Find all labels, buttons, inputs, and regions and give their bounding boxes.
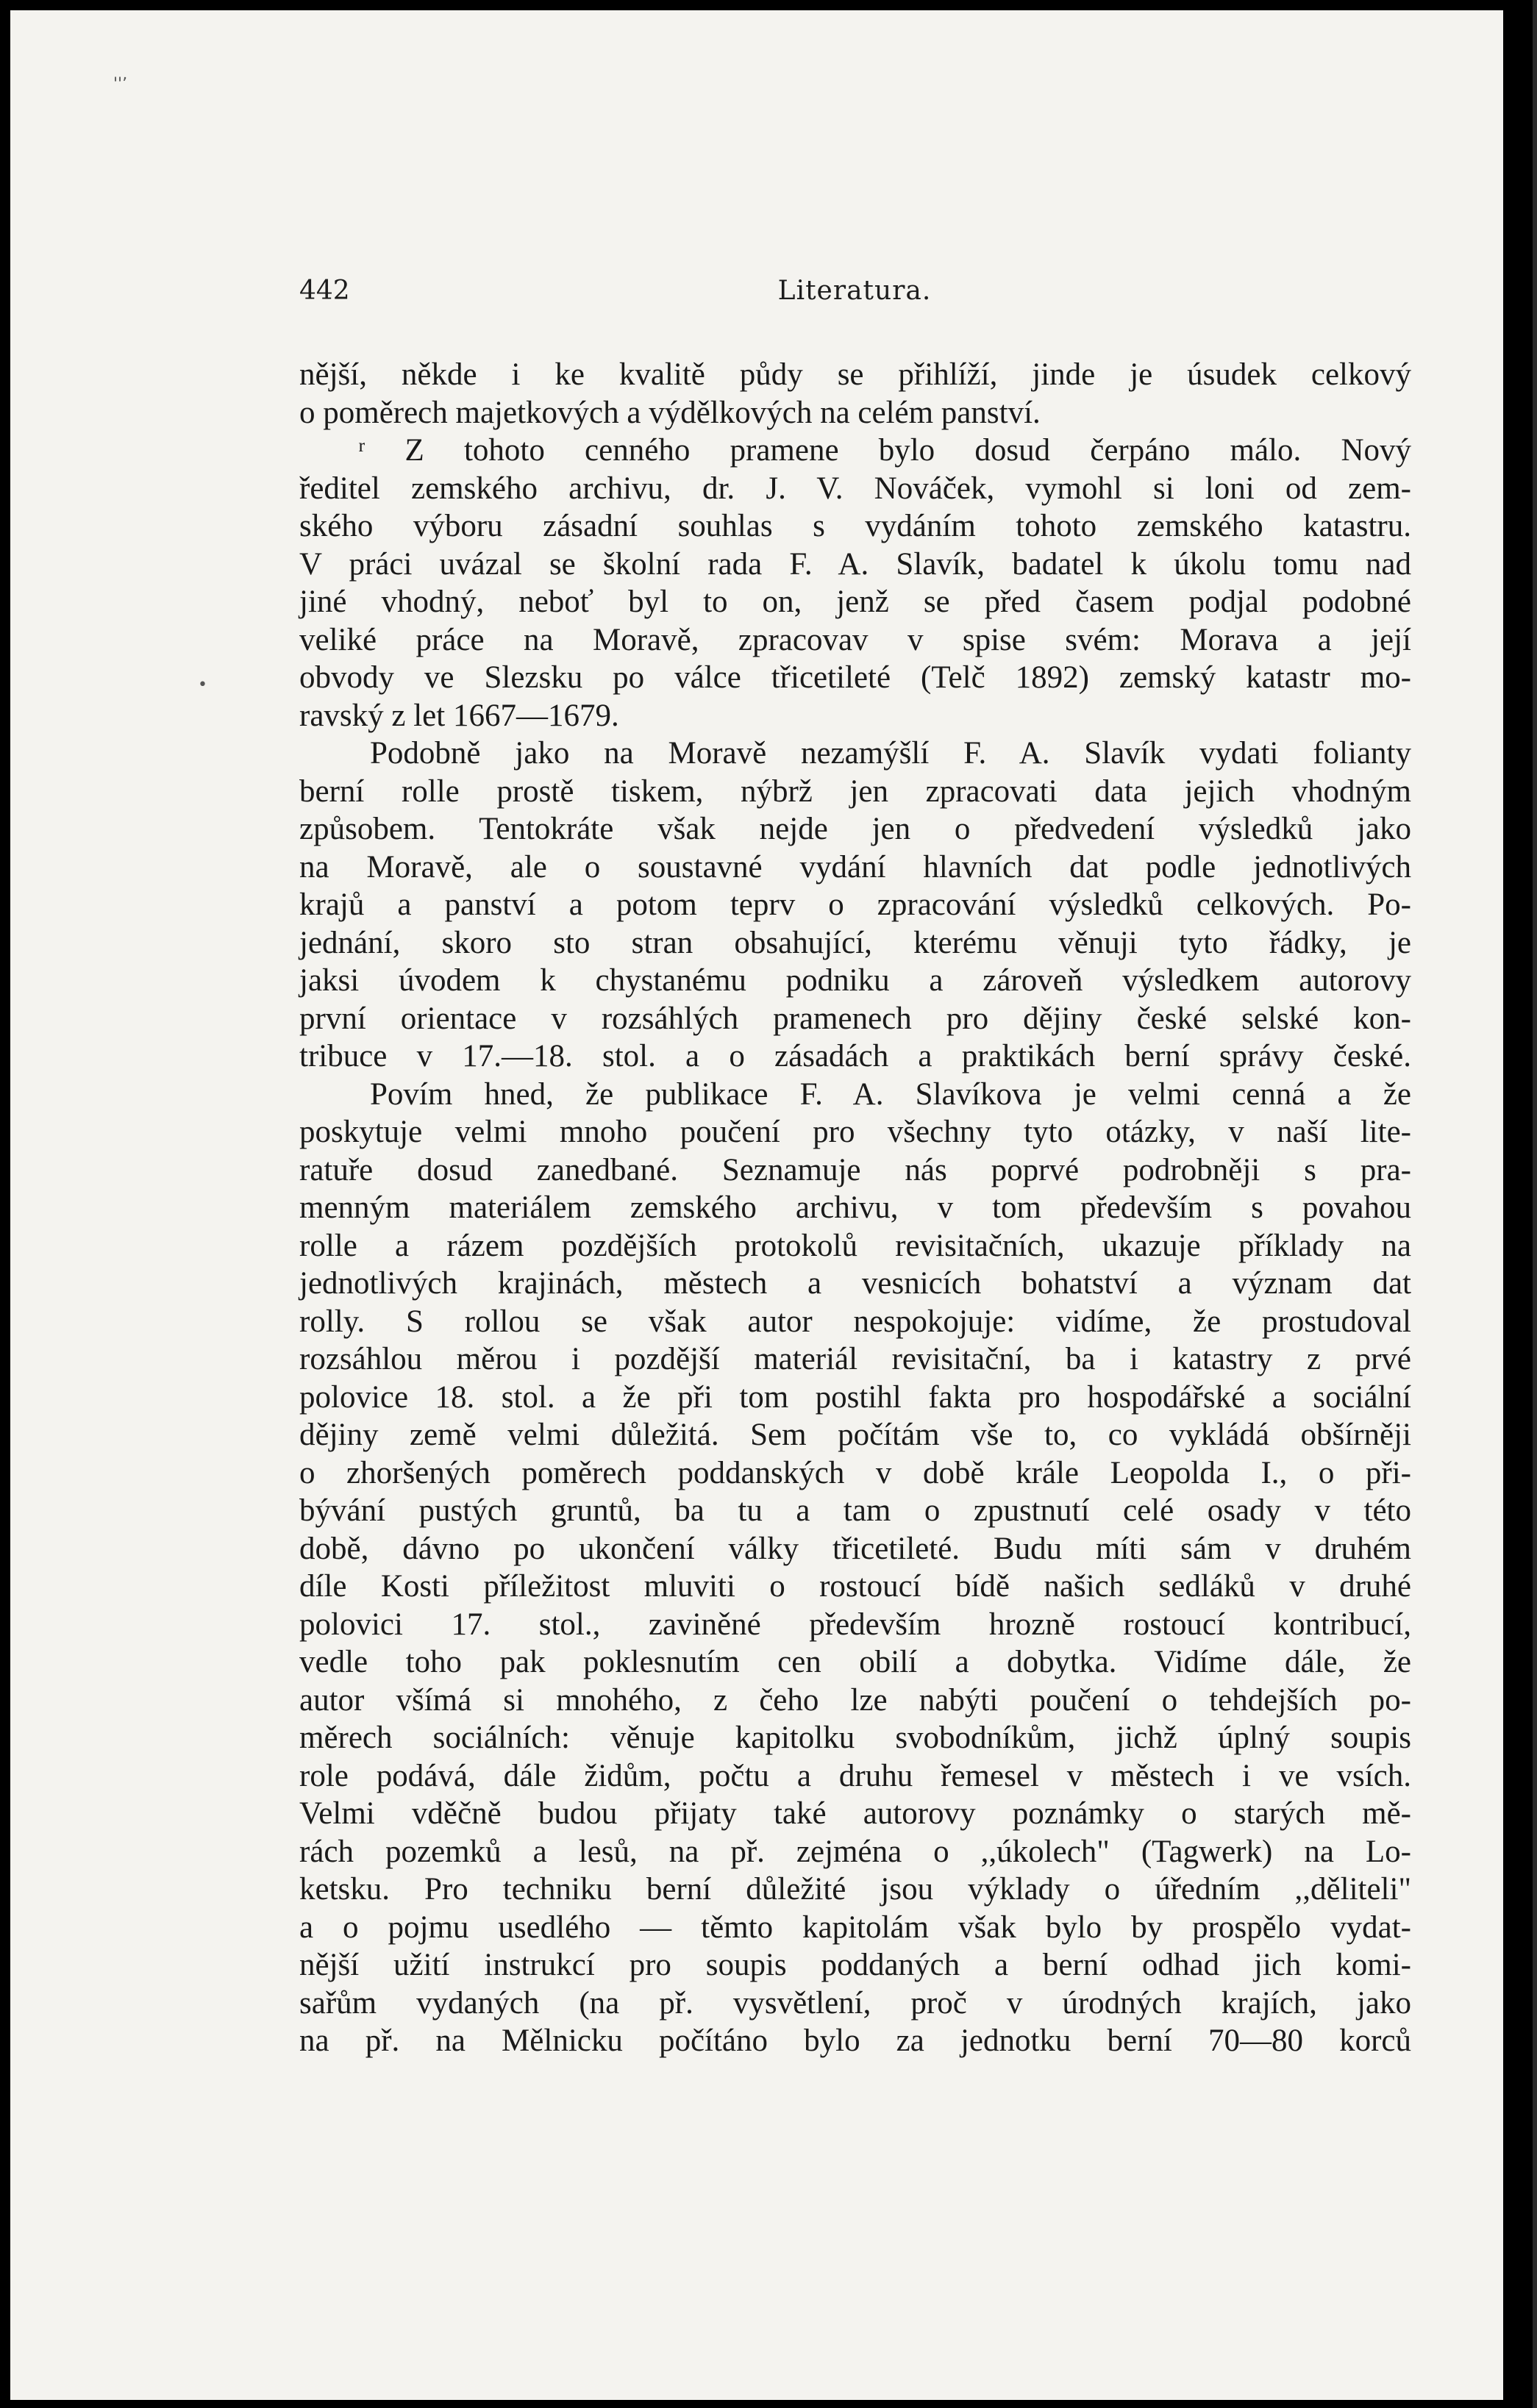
top-smudge-mark: ''ʼ — [113, 75, 128, 93]
text-line: ketsku. Pro techniku berní důležité jsou výklady o úředním ,,děliteli" — [299, 1872, 1411, 1907]
text-line: sařům vydaných (na př. vysvětlení, proč v úrodných krajích, jako — [299, 1985, 1411, 2021]
text-line: ského výboru zásadní souhlas s vydáním tohoto zemského katastru. — [299, 509, 1411, 543]
text-line: rolly. S rollou se však autor nespokojuje: vidíme, že prostudoval — [299, 1304, 1411, 1339]
text-line: první orientace v rozsáhlých pramenech pro dějiny české selské kon- — [299, 1001, 1411, 1036]
text-line: jaksi úvodem k chystanému podniku a zároveň výsledkem autorovy — [299, 963, 1411, 998]
text-line: autor všímá si mnohého, z čeho lze nabýti poučení o tehdejších po- — [299, 1682, 1411, 1718]
text-line: polovici 17. stol., zaviněné především hrozně rostoucí kontribucí, — [299, 1607, 1411, 1642]
text-line: rozsáhlou měrou i pozdější materiál revisitační, ba i katastry z prvé — [299, 1342, 1411, 1376]
text-line: Velmi vděčně budou přijaty také autorovy poznámky o starých mě- — [299, 1796, 1411, 1831]
text-line: polovice 18. stol. a že při tom postihl fakta pro hospodářské a sociální — [299, 1379, 1411, 1415]
book-page — [10, 10, 1503, 2400]
text-line: o zhoršených poměrech poddanských v době krále Leopolda I., o při- — [299, 1455, 1411, 1490]
text-line: role podává, dále židům, počtu a druhu řemesel v městech i ve vsích. — [299, 1758, 1411, 1793]
text-line: o poměrech majetkových a výdělkových na celém panství. — [299, 395, 1041, 430]
text-line: Podobně jako na Moravě nezamýšlí F. A. Slavík vydati folianty — [370, 736, 1411, 771]
text-line: V práci uvázal se školní rada F. A. Slavík, badatel k úkolu tomu nad — [299, 546, 1411, 582]
text-line: ʳ Z tohoto cenného pramene bylo dosud čerpáno málo. Nový — [358, 433, 1411, 468]
text-line: jiné vhodný, neboť byl to on, jenž se před časem podjal podobné — [299, 585, 1411, 619]
body-text — [299, 356, 1411, 2060]
page-header — [299, 274, 1410, 310]
text-line: ratuře dosud zanedbané. Seznamuje nás poprvé podrobněji s pra- — [299, 1152, 1411, 1187]
text-line: způsobem. Tentokráte však nejde jen o předvedení výsledků jako — [299, 812, 1411, 846]
text-line: ravský z let 1667—1679. — [299, 698, 619, 733]
text-line: nější, někde i ke kvalitě půdy se přihlíží, jinde je úsudek celkový — [299, 357, 1411, 392]
text-line: na př. na Mělnicku počítáno bylo za jednotku berní 70—80 korců — [299, 2023, 1411, 2058]
text-line: bývání pustých gruntů, ba tu a tam o zpustnutí celé osady v této — [299, 1493, 1411, 1528]
text-line: obvody ve Slezsku po válce třicetileté (Telč 1892) zemský katastr mo- — [299, 660, 1411, 695]
text-line: době, dávno po ukončení války třicetileté. Budu míti sám v druhém — [299, 1531, 1411, 1566]
page-number: 442 — [299, 276, 350, 306]
text-line: berní rolle prostě tiskem, nýbrž jen zpracovati data jejich vhodným — [299, 774, 1411, 809]
text-line: ředitel zemského archivu, dr. J. V. Nováček, vymohl si loni od zem- — [299, 471, 1411, 506]
text-line: dějiny země velmi důležitá. Sem počítám vše to, co vykládá obšírněji — [299, 1418, 1411, 1452]
text-line: krajů a panství a potom teprv o zpracování výsledků celkových. Po- — [299, 887, 1411, 922]
text-line: jednání, skoro sto stran obsahující, kterému věnuji tyto řádky, je — [299, 925, 1411, 960]
text-line: poskytuje velmi mnoho poučení pro všechny tyto otázky, v naší lite- — [299, 1115, 1411, 1149]
text-line: veliké práce na Moravě, zpracovav v spise svém: Morava a její — [299, 622, 1411, 657]
text-line: na Moravě, ale o soustavné vydání hlavních dat podle jednotlivých — [299, 849, 1411, 885]
text-line: tribuce v 17.—18. stol. a o zásadách a praktikách berní správy české. — [299, 1039, 1411, 1073]
text-line: Povím hned, že publikace F. A. Slavíkova je velmi cenná a že — [370, 1076, 1411, 1112]
page-spine-edge — [1533, 0, 1537, 2408]
text-line: měrech sociálních: věnuje kapitolku svobodníkům, jichž úplný soupis — [299, 1721, 1411, 1755]
text-line: vedle toho pak poklesnutím cen obilí a dobytka. Vidíme dále, že — [299, 1645, 1411, 1679]
text-line: menným materiálem zemského archivu, v tom především s povahou — [299, 1190, 1411, 1225]
margin-dot-mark: • — [198, 676, 207, 694]
text-line: rolle a rázem pozdějších protokolů revisitačních, ukazuje příklady na — [299, 1228, 1411, 1263]
text-line: rách pozemků a lesů, na př. zejména o ,,úkolech" (Tagwerk) na Lo- — [299, 1834, 1411, 1869]
text-line: díle Kosti příležitost mluviti o rostoucí bídě našich sedláků v druhé — [299, 1569, 1411, 1604]
text-line: nější užití instrukcí pro soupis poddaných a berní odhad jich komi- — [299, 1948, 1411, 1982]
running-title: Literatura. — [777, 276, 932, 306]
text-line: jednotlivých krajinách, městech a vesnicích bohatství a význam dat — [299, 1266, 1411, 1301]
text-line: a o pojmu usedlého — těmto kapitolám však bylo by prospělo vydat- — [299, 1909, 1411, 1945]
